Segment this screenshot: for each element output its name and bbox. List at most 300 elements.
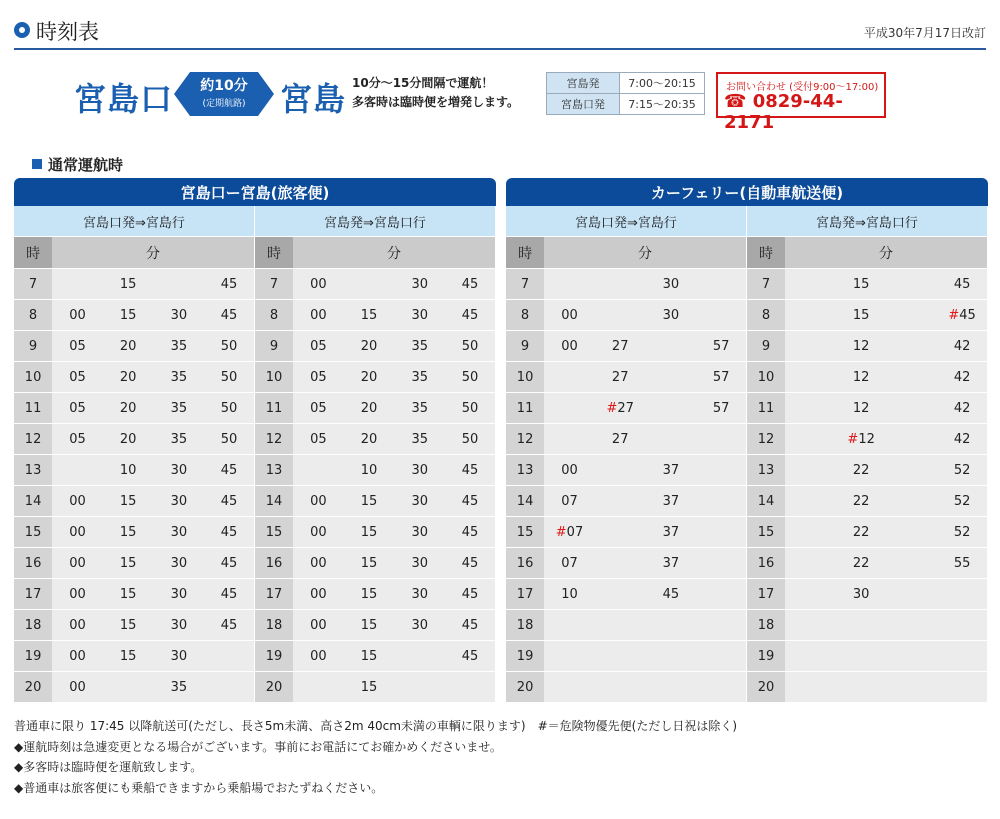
extra-service-line: 多客時は臨時便を増発します。 xyxy=(352,95,520,109)
minute-cell xyxy=(445,641,496,672)
minute-cell xyxy=(595,269,646,300)
minute-cell xyxy=(394,300,445,331)
minute-value: 00 xyxy=(310,555,327,571)
minute-cell xyxy=(887,455,938,486)
table-row xyxy=(506,362,988,393)
minute-cell xyxy=(646,269,697,300)
minute-value: 35 xyxy=(170,679,188,695)
minute-value: 00 xyxy=(69,679,86,695)
minute-cell xyxy=(646,486,697,517)
minute-cell xyxy=(595,641,646,672)
direction-header: 宮島発⇒宮島口行 xyxy=(255,206,496,237)
minute-value: 42 xyxy=(953,369,971,385)
minute-cell xyxy=(103,610,154,641)
table-row xyxy=(14,455,496,486)
minute-value: 00 xyxy=(69,493,86,509)
minute-value: 15 xyxy=(119,307,137,323)
minute-cell xyxy=(544,455,595,486)
minute-cell xyxy=(887,548,938,579)
minute-cell xyxy=(52,393,103,424)
hour-cell: 8 xyxy=(14,300,52,331)
note-bullet: ◆普通車は旅客便にも乗船できますから乗船場でおたずねください。 xyxy=(14,780,384,795)
hour-cell: 16 xyxy=(14,548,52,579)
minute-cell xyxy=(785,393,836,424)
service-hours-time: 7:00～20:15 xyxy=(620,73,705,94)
frequency-description xyxy=(352,74,519,112)
minute-cell xyxy=(646,362,697,393)
direction-row xyxy=(506,206,988,237)
minute-cell xyxy=(394,548,445,579)
minute-cell xyxy=(887,641,938,672)
hour-cell: 11 xyxy=(14,393,52,424)
minute-cell xyxy=(204,393,255,424)
hour-column-header: 時 xyxy=(506,237,544,269)
minute-cell xyxy=(103,641,154,672)
minute-cell xyxy=(595,424,646,455)
minute-value: 45 xyxy=(959,307,976,323)
minute-value: 00 xyxy=(69,307,86,323)
minute-value: 45 xyxy=(220,555,238,571)
minute-value: 50 xyxy=(461,369,479,385)
minute-value: 45 xyxy=(220,586,238,602)
minute-cell xyxy=(52,548,103,579)
timetable-title-row xyxy=(506,178,988,206)
hazard-priority-mark: # xyxy=(948,307,960,323)
service-hours-time: 7:15～20:35 xyxy=(620,94,705,115)
table-row xyxy=(14,393,496,424)
minute-value: 50 xyxy=(220,431,238,447)
minute-cell xyxy=(52,641,103,672)
minute-cell xyxy=(204,269,255,300)
minute-cell xyxy=(836,672,887,703)
minute-cell xyxy=(445,269,496,300)
minute-cell xyxy=(785,331,836,362)
table-row xyxy=(506,486,988,517)
minute-cell xyxy=(937,486,988,517)
minute-cell xyxy=(595,672,646,703)
minute-cell xyxy=(394,672,445,703)
minute-value: 45 xyxy=(461,307,479,323)
minute-cell xyxy=(344,517,395,548)
minute-cell xyxy=(52,269,103,300)
minute-cell xyxy=(154,424,205,455)
phone-icon: ☎ xyxy=(724,91,747,112)
minute-value: 05 xyxy=(310,400,327,416)
minute-cell xyxy=(937,672,988,703)
minute-cell xyxy=(836,610,887,641)
minute-cell xyxy=(937,362,988,393)
minute-cell xyxy=(204,579,255,610)
minute-cell xyxy=(836,331,887,362)
minute-cell xyxy=(646,300,697,331)
minute-cell xyxy=(52,455,103,486)
minute-cell xyxy=(293,486,344,517)
minute-cell xyxy=(696,486,747,517)
section-title xyxy=(32,154,123,175)
table-row xyxy=(14,424,496,455)
minute-cell xyxy=(445,548,496,579)
timetable-car-ferry xyxy=(506,178,988,703)
minute-cell xyxy=(836,548,887,579)
minute-cell xyxy=(293,424,344,455)
hour-cell: 10 xyxy=(255,362,293,393)
minute-value: 10 xyxy=(360,462,378,478)
table-row xyxy=(14,300,496,331)
minute-cell xyxy=(836,517,887,548)
minute-cell xyxy=(696,424,747,455)
minute-value: 45 xyxy=(461,276,479,292)
table-row xyxy=(506,548,988,579)
minute-value: 30 xyxy=(170,586,188,602)
minute-cell xyxy=(445,424,496,455)
minute-cell xyxy=(154,455,205,486)
hour-cell: 14 xyxy=(14,486,52,517)
minute-cell xyxy=(293,455,344,486)
minute-value: 07 xyxy=(566,524,584,540)
minute-value: 15 xyxy=(119,276,137,292)
minute-cell xyxy=(103,517,154,548)
minute-value: 50 xyxy=(220,369,238,385)
minute-cell xyxy=(293,393,344,424)
minute-cell xyxy=(937,641,988,672)
minute-cell xyxy=(344,455,395,486)
hour-cell: 7 xyxy=(747,269,785,300)
minute-cell xyxy=(204,672,255,703)
minute-cell xyxy=(785,300,836,331)
minute-value: 30 xyxy=(411,617,429,633)
hour-cell: 11 xyxy=(747,393,785,424)
minute-cell xyxy=(394,610,445,641)
minute-cell xyxy=(394,486,445,517)
hour-cell: 15 xyxy=(14,517,52,548)
minute-value: 00 xyxy=(561,338,578,354)
minute-value: 22 xyxy=(852,524,870,540)
minute-value: 37 xyxy=(662,555,680,571)
hour-cell: 13 xyxy=(14,455,52,486)
note-bullet: ◆多客時は臨時便を運航致します。 xyxy=(14,760,203,774)
minute-value: 00 xyxy=(69,648,86,664)
column-header-row xyxy=(506,237,988,269)
minute-cell xyxy=(544,362,595,393)
contact-phone[interactable] xyxy=(724,91,884,133)
minute-value: 20 xyxy=(119,338,137,354)
minute-value: 12 xyxy=(852,369,870,385)
minute-value: 15 xyxy=(360,493,378,509)
hour-cell: 10 xyxy=(14,362,52,393)
minute-value: 15 xyxy=(360,586,378,602)
minute-value: 45 xyxy=(461,648,479,664)
minute-value: 57 xyxy=(712,400,730,416)
minute-value: 15 xyxy=(360,524,378,540)
minute-value: 52 xyxy=(953,462,971,478)
minute-value: 30 xyxy=(411,524,429,540)
minute-cell xyxy=(646,548,697,579)
hour-cell: 16 xyxy=(747,548,785,579)
table-row xyxy=(506,424,988,455)
minute-cell xyxy=(646,672,697,703)
minute-cell xyxy=(293,672,344,703)
hour-cell: 9 xyxy=(747,331,785,362)
minute-value: 30 xyxy=(411,493,429,509)
minute-value: 15 xyxy=(360,648,378,664)
minute-value: 45 xyxy=(220,524,238,540)
minute-cell xyxy=(836,455,887,486)
minute-cell xyxy=(394,393,445,424)
minute-cell xyxy=(785,672,836,703)
minute-value: 10 xyxy=(119,462,137,478)
hour-column-header: 時 xyxy=(747,237,785,269)
hour-cell: 17 xyxy=(747,579,785,610)
minute-cell xyxy=(544,300,595,331)
minute-cell xyxy=(293,548,344,579)
minute-cell xyxy=(103,424,154,455)
minute-value: 10 xyxy=(561,586,578,602)
minute-value: 15 xyxy=(852,276,870,292)
minute-value: 00 xyxy=(69,586,86,602)
hour-cell: 14 xyxy=(255,486,293,517)
minute-cell xyxy=(696,548,747,579)
timetable-passenger xyxy=(14,178,496,703)
route-banner xyxy=(74,70,894,133)
minute-cell xyxy=(544,393,595,424)
hour-cell: 9 xyxy=(506,331,544,362)
minute-value: 15 xyxy=(852,307,870,323)
hour-cell: 11 xyxy=(255,393,293,424)
contact-label: お問い合わせ (受付9:00～17:00) xyxy=(726,82,879,93)
hour-cell: 20 xyxy=(255,672,293,703)
minute-value: 15 xyxy=(119,617,137,633)
minute-value: 05 xyxy=(310,369,327,385)
minute-cell xyxy=(204,610,255,641)
minute-cell xyxy=(154,672,205,703)
minute-value: 05 xyxy=(69,400,86,416)
minute-value: 50 xyxy=(461,338,479,354)
minute-cell xyxy=(394,579,445,610)
minute-cell xyxy=(696,517,747,548)
minute-value: 00 xyxy=(69,555,86,571)
minute-value: 15 xyxy=(360,679,378,695)
minute-cell xyxy=(937,455,988,486)
phone-number[interactable]: 0829-44-2171 xyxy=(724,91,843,133)
note-line: 普通車に限り 17:45 以降航送可(ただし、長さ5m未満、高さ2m 40cm未満の車輌に限ります) #＝危険物優先便(ただし日祝は除く) xyxy=(14,719,738,733)
minute-cell xyxy=(52,486,103,517)
minute-cell xyxy=(696,300,747,331)
minute-cell xyxy=(696,269,747,300)
minute-cell xyxy=(293,300,344,331)
minute-cell xyxy=(204,641,255,672)
minute-cell xyxy=(394,362,445,393)
minute-value: 15 xyxy=(360,617,378,633)
minute-cell xyxy=(887,517,938,548)
minute-cell xyxy=(887,486,938,517)
minute-value: 30 xyxy=(170,555,188,571)
minute-value: 15 xyxy=(119,586,137,602)
service-hours-label: 宮島発 xyxy=(547,73,620,94)
minute-value: 57 xyxy=(712,338,730,354)
minute-value: 12 xyxy=(852,338,870,354)
minute-cell xyxy=(595,486,646,517)
hour-cell: 16 xyxy=(255,548,293,579)
hour-cell: 19 xyxy=(506,641,544,672)
hour-cell: 12 xyxy=(747,424,785,455)
minute-cell xyxy=(52,331,103,362)
minute-cell xyxy=(344,424,395,455)
minute-cell xyxy=(394,424,445,455)
minute-cell xyxy=(394,269,445,300)
minute-cell xyxy=(445,579,496,610)
minute-cell xyxy=(445,455,496,486)
hour-cell: 12 xyxy=(14,424,52,455)
minute-value: 22 xyxy=(852,493,870,509)
minute-value: 37 xyxy=(662,524,680,540)
minute-cell xyxy=(544,610,595,641)
table-row xyxy=(14,362,496,393)
minute-cell xyxy=(785,610,836,641)
minute-value: 55 xyxy=(953,555,971,571)
hour-cell: 9 xyxy=(14,331,52,362)
minute-value: 20 xyxy=(360,431,378,447)
minute-cell xyxy=(595,331,646,362)
table-row xyxy=(506,610,988,641)
duration-note: (定期航路) xyxy=(202,99,246,109)
minute-cell xyxy=(445,393,496,424)
minute-cell xyxy=(103,362,154,393)
hour-cell: 8 xyxy=(255,300,293,331)
minute-cell xyxy=(344,393,395,424)
minute-cell xyxy=(937,331,988,362)
minute-cell xyxy=(344,672,395,703)
hour-cell: 14 xyxy=(747,486,785,517)
minute-cell xyxy=(344,486,395,517)
minute-value: 45 xyxy=(220,617,238,633)
minute-value: 52 xyxy=(953,524,971,540)
frequency-line: 10分～15分間隔で運航！ xyxy=(352,76,494,90)
minute-cell xyxy=(52,424,103,455)
minute-value: 30 xyxy=(411,307,429,323)
minute-value: 35 xyxy=(411,338,429,354)
minute-cell xyxy=(103,300,154,331)
service-hours-label: 宮島口発 xyxy=(547,94,620,115)
hour-cell: 20 xyxy=(747,672,785,703)
column-header-row xyxy=(14,237,496,269)
hour-column-header: 時 xyxy=(14,237,52,269)
minute-cell xyxy=(344,610,395,641)
minute-cell xyxy=(293,331,344,362)
minute-cell xyxy=(204,548,255,579)
double-arrow-icon xyxy=(174,72,274,116)
minute-value: 30 xyxy=(411,555,429,571)
minute-cell xyxy=(836,300,887,331)
minute-cell xyxy=(887,393,938,424)
minute-value: 07 xyxy=(561,555,578,571)
minute-cell xyxy=(887,300,938,331)
minute-value: 37 xyxy=(662,493,680,509)
table-row xyxy=(14,610,496,641)
minute-cell xyxy=(544,641,595,672)
minute-value: 50 xyxy=(220,400,238,416)
minute-cell xyxy=(154,331,205,362)
hour-cell: 15 xyxy=(747,517,785,548)
table-row xyxy=(14,579,496,610)
minute-cell xyxy=(785,269,836,300)
minute-cell xyxy=(544,269,595,300)
hour-cell: 19 xyxy=(747,641,785,672)
minute-cell xyxy=(52,300,103,331)
hazard-priority-mark: # xyxy=(847,431,859,447)
minute-cell xyxy=(595,455,646,486)
minute-cell xyxy=(696,641,747,672)
hour-cell: 13 xyxy=(747,455,785,486)
hour-cell: 8 xyxy=(747,300,785,331)
minute-value: 30 xyxy=(170,462,188,478)
minute-cell xyxy=(937,579,988,610)
hour-cell: 18 xyxy=(747,610,785,641)
minute-cell xyxy=(344,548,395,579)
minute-cell xyxy=(595,300,646,331)
hour-cell: 15 xyxy=(506,517,544,548)
notes xyxy=(14,716,737,798)
minute-value: 15 xyxy=(119,524,137,540)
circle-bullet-icon xyxy=(14,22,30,38)
minute-cell xyxy=(103,486,154,517)
minute-value: 15 xyxy=(119,555,137,571)
minute-value: 45 xyxy=(953,276,971,292)
minute-cell xyxy=(445,486,496,517)
minute-value: 00 xyxy=(310,617,327,633)
minute-cell xyxy=(103,269,154,300)
minute-cell xyxy=(204,486,255,517)
minute-cell xyxy=(937,300,988,331)
minute-value: 27 xyxy=(611,431,629,447)
minute-value: 42 xyxy=(953,431,971,447)
minute-cell xyxy=(937,517,988,548)
minute-cell xyxy=(344,300,395,331)
minute-value: 35 xyxy=(411,431,429,447)
minute-value: 42 xyxy=(953,400,971,416)
minute-value: 05 xyxy=(310,431,327,447)
minute-value: 35 xyxy=(411,369,429,385)
hazard-priority-mark: # xyxy=(606,400,618,416)
minute-value: 05 xyxy=(69,338,86,354)
minute-cell xyxy=(887,610,938,641)
table-row xyxy=(506,393,988,424)
minute-cell xyxy=(344,641,395,672)
minute-cell xyxy=(154,579,205,610)
hour-cell: 10 xyxy=(506,362,544,393)
hour-cell: 17 xyxy=(255,579,293,610)
minute-value: 45 xyxy=(220,493,238,509)
minute-cell xyxy=(696,579,747,610)
minute-cell xyxy=(836,579,887,610)
minute-cell xyxy=(154,548,205,579)
minute-cell xyxy=(52,579,103,610)
hour-cell: 11 xyxy=(506,393,544,424)
minute-cell xyxy=(204,300,255,331)
minute-value: 07 xyxy=(561,493,578,509)
hour-cell: 17 xyxy=(14,579,52,610)
minute-cell xyxy=(937,548,988,579)
minute-cell xyxy=(937,269,988,300)
minute-value: 45 xyxy=(461,493,479,509)
minute-cell xyxy=(836,424,887,455)
minute-cell xyxy=(785,486,836,517)
hour-cell: 18 xyxy=(255,610,293,641)
minute-cell xyxy=(696,610,747,641)
minute-value: 30 xyxy=(662,276,680,292)
minute-cell xyxy=(344,579,395,610)
hour-cell: 7 xyxy=(255,269,293,300)
hour-cell: 12 xyxy=(255,424,293,455)
